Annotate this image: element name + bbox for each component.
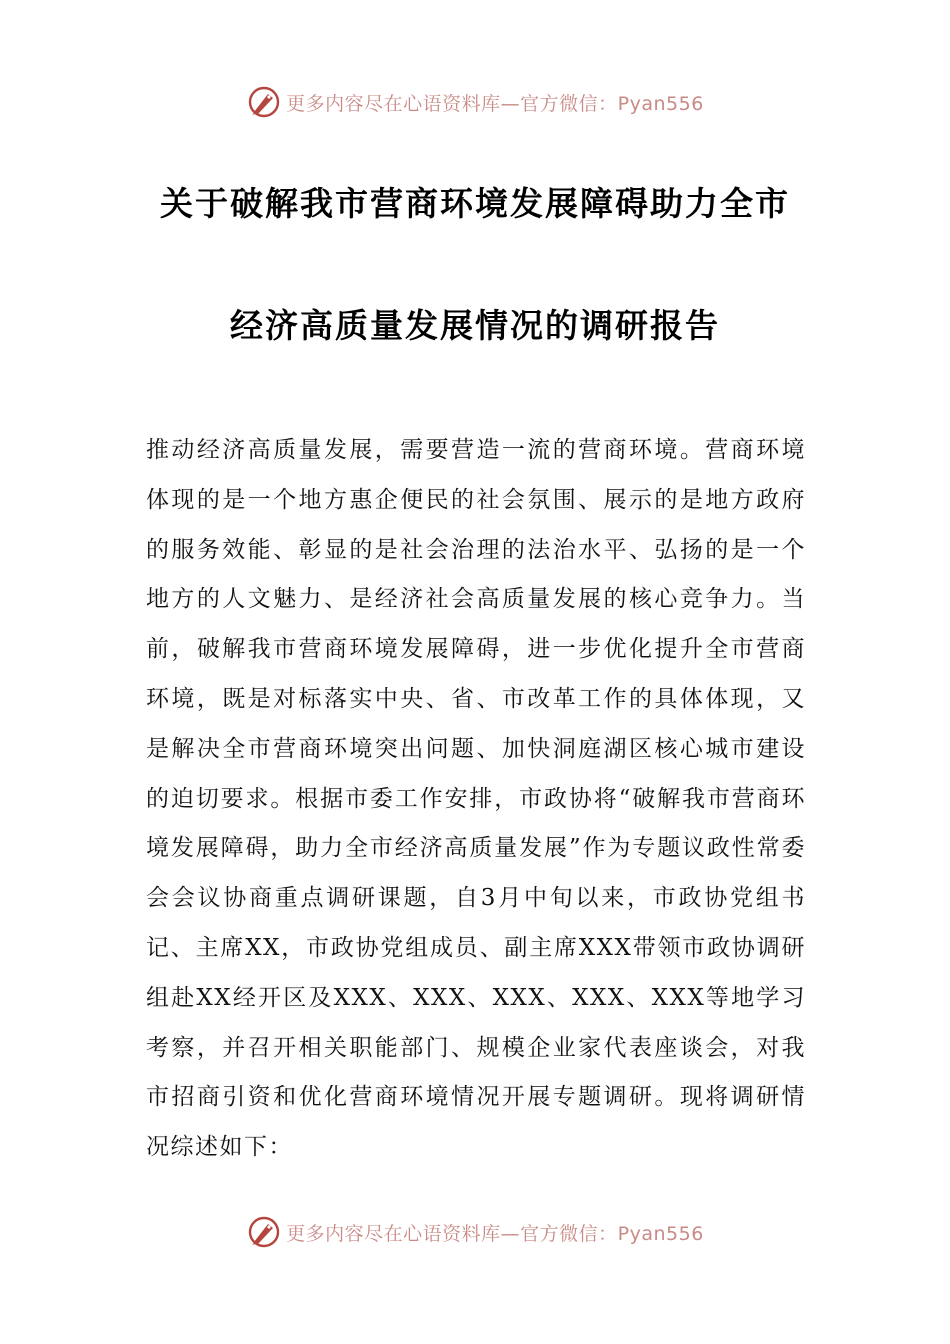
body-paragraph: 推动经济高质量发展，需要营造一流的营商环境。营商环境体现的是一个地方惠企便民的社会氛围、展示的是地方政府的服务效能、彰显的是社会治理的法治水平、弘扬的是一个地方的人文魅力、是经济社会高质量发展的核心竞争力。当前，破解我市营商环境发展障碍，进一步优化提升全市营商环境，既是对标落实中央、省、市改革工作的具体体现，又是解决全市营商环境突出问题、加快洞庭湖区核心城市建设的迫切要求。根据市委工作安排，市政协将“破解我市营商环境发展障碍，助力全市经济高质量发展”作为专题议政性常委会会议协商重点调研课题，自3月中旬以来，市政协党组书记、主席XX，市政协党组成员、副主席XXX带领市政协调研组赴XX经开区及XXX、XXX、XXX、XXX、XXX等地学习考察，并召开相关职能部门、规模企业家代表座谈会，对我市招商引资和优化营商环境情况开展专题调研。现将调研情况综述如下：	[146, 437, 806, 1161]
footer-watermark	[0, 1212, 950, 1252]
pen-nib-logo-icon	[246, 84, 282, 120]
pen-nib-logo-icon	[246, 1214, 282, 1250]
document-title-line-2: 经济高质量发展情况的调研报告	[230, 306, 720, 345]
document-title-line-1: 关于破解我市营商环境发展障碍助力全市	[160, 184, 790, 223]
header-watermark	[0, 82, 950, 122]
watermark-text: 更多内容尽在心语资料库—官方微信：Pyan556	[286, 1222, 704, 1245]
watermark-text: 更多内容尽在心语资料库—官方微信：Pyan556	[286, 92, 704, 115]
